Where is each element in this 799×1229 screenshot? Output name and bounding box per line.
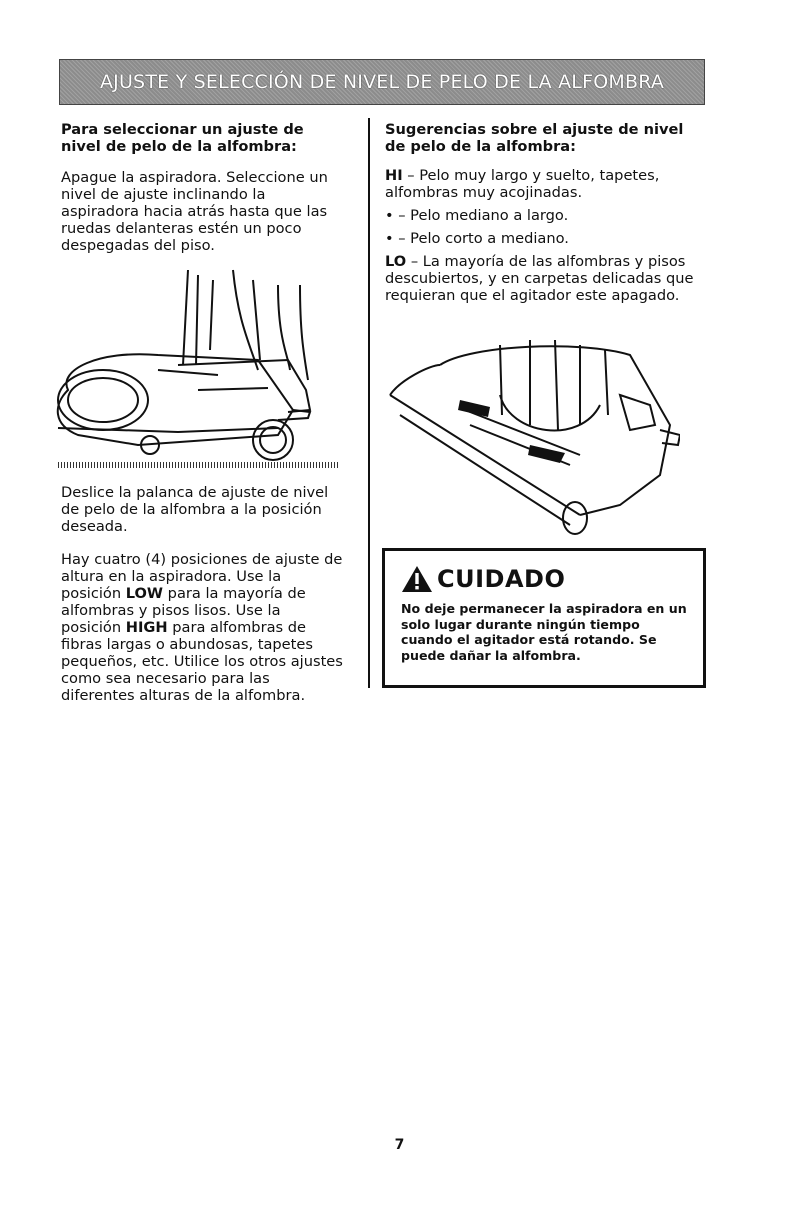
section-title: AJUSTE Y SELECCIÓN DE NIVEL DE PELO DE LA ALFOMBRA <box>99 71 665 93</box>
right-heading: Sugerencias sobre el ajuste de nivel de pelo de la alfombra: <box>385 121 684 155</box>
caution-box <box>382 548 706 688</box>
left-column-lower <box>61 484 345 716</box>
left-paragraph-2: Deslice la palanca de ajuste de nivel de pelo de la alfombra a la posición deseada. <box>61 484 329 535</box>
vacuum-tilt-illustration <box>38 260 338 470</box>
left-paragraph-3: Hay cuatro (4) posiciones de ajuste de altura en la aspiradora. Use la posición LOW para la mayoría de alfombras y pisos lisos. Use la posición HIGH para alfombras de fibras largas o abundosas, tapetes pequeños, etc. Utilice los otros ajustes como sea necesario para las diferentes alturas de la alfombra. <box>61 551 343 704</box>
high-setting-label: HIGH <box>125 619 168 636</box>
caution-header <box>401 565 689 593</box>
height-adjust-lever-illustration <box>380 335 680 535</box>
left-paragraph-1: Apague la aspiradora. Seleccione un nivel de ajuste inclinando la aspiradora hacia atrás hasta que las ruedas delanteras estén un poco despegadas del piso. <box>61 169 328 254</box>
floor-line <box>58 462 338 468</box>
section-banner <box>59 59 705 105</box>
left-heading: Para seleccionar un ajuste de nivel de pelo de la alfombra: <box>61 121 304 155</box>
setting-lo: LO – La mayoría de las alfombras y pisos descubiertos, y en carpetas delicadas que requieran que el agitador este apagado. <box>385 253 694 304</box>
page-number: 7 <box>394 1137 405 1153</box>
setting-dot-1: • – Pelo mediano a largo. <box>385 207 569 224</box>
low-setting-label: LOW <box>125 585 164 602</box>
setting-hi: HI – Pelo muy largo y suelto, tapetes, alfombras muy acojinadas. <box>385 167 660 201</box>
setting-dot-2: • – Pelo corto a mediano. <box>385 230 569 247</box>
caution-text: No deje permanecer la aspiradora en un solo lugar durante ningún tiempo cuando el agitador está rotando. Se puede dañar la alfombra. <box>401 601 687 663</box>
left-column <box>61 121 345 266</box>
column-divider <box>368 118 370 688</box>
caution-title: CUIDADO <box>437 565 566 593</box>
warning-triangle-icon <box>401 565 433 593</box>
right-column <box>385 121 705 310</box>
